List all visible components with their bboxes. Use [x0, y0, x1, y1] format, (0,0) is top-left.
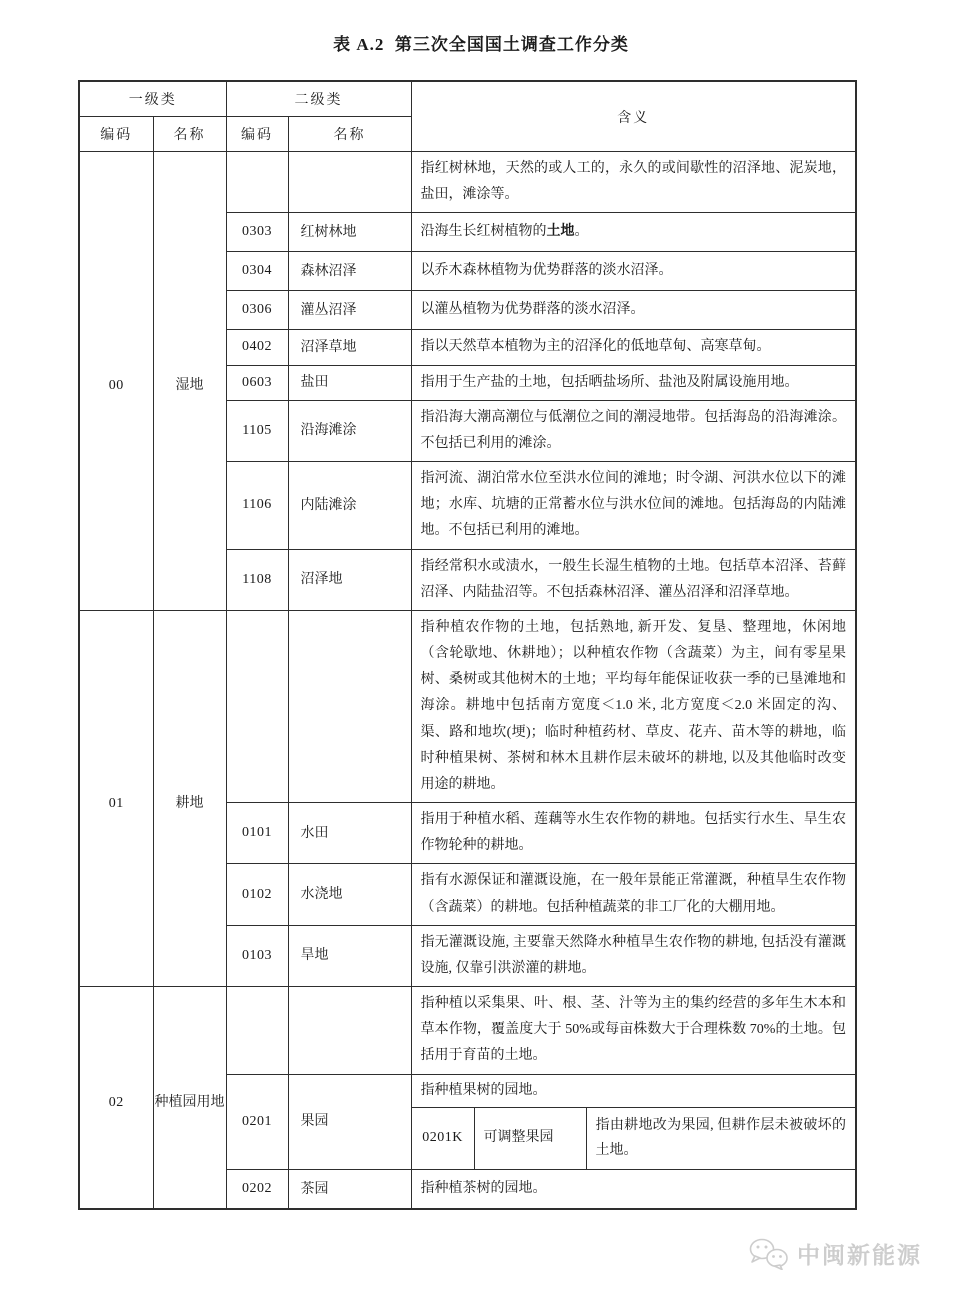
l2-name-cell: 沼泽草地: [288, 330, 411, 365]
l1-name-cell: 种植园用地: [153, 987, 226, 1210]
l2-name-cell: 果园: [288, 1074, 411, 1170]
meaning-cell: 指有水源保证和灌溉设施，在一般年景能正常灌溉，种植旱生农作物（含蔬菜）的耕地。包括种植蔬菜的非工厂化的大棚用地。: [411, 864, 856, 925]
header-l1-name: 名称: [153, 117, 226, 152]
l2-code-cell: 1105: [226, 400, 288, 461]
wechat-icon: [748, 1238, 790, 1270]
l2-name-cell: 水田: [288, 803, 411, 864]
definition-text: 指种植果树的园地。: [412, 1075, 856, 1108]
meaning-cell: 指沿海大潮高潮位与低潮位之间的潮浸地带。包括海岛的沿海滩涂。不包括已利用的滩涂。: [411, 400, 856, 461]
l2-name-cell: 茶园: [288, 1170, 411, 1210]
sub-definition-cell: 指由耕地改为果园, 但耕作层未被破坏的土地。: [595, 1117, 846, 1159]
meaning-cell: 指种植以采集果、叶、根、茎、汁等为主的集约经营的多年生木本和草本作物，覆盖度大于 50%或每亩株数大于合理株数 70%的土地。包括用于育苗的土地。: [411, 987, 856, 1075]
meaning-cell: 指用于种植水稻、莲藕等水生农作物的耕地。包括实行水生、旱生农作物轮种的耕地。: [411, 803, 856, 864]
meaning-cell: 指种植农作物的土地，包括熟地, 新开发、复垦、整理地，休闲地（含轮歇地、休耕地）；以种植农作物（含蔬菜）为主，间有零星果树、桑树或其他树木的土地；平均每年能保证收获一季的已垦滩地和海涂。耕地中包括南方宽度＜1.0 米, 北方宽度＜2.0 米固定的沟、渠、路和地坎(埂)；临时种植药材、草皮、花卉、苗木等的耕地，临时种植果树、茶树和林木且耕作层未破坏的耕地, 以及其他临时改变用途的耕地。: [411, 610, 856, 802]
l2-name-cell: 内陆滩涂: [288, 462, 411, 550]
l2-code-cell: 0102: [226, 864, 288, 925]
l2-code-cell: 0304: [226, 252, 288, 291]
meaning-cell: 指无灌溉设施, 主要靠天然降水种植旱生农作物的耕地, 包括没有灌溉设施, 仅靠引洪淤灌的耕地。: [411, 925, 856, 986]
l2-code-cell: 0306: [226, 291, 288, 330]
l2-code-cell: [226, 152, 288, 213]
l1-code-cell: 01: [79, 610, 153, 986]
l1-name-cell: 耕地: [153, 610, 226, 986]
l2-code-cell: 0103: [226, 925, 288, 986]
l1-name-cell: 湿地: [153, 152, 226, 611]
l2-name-cell: 水浇地: [288, 864, 411, 925]
l2-name-cell: 沼泽地: [288, 549, 411, 610]
meaning-cell: 指经常积水或渍水，一般生长湿生植物的土地。包括草本沼泽、苔藓沼泽、内陆盐沼等。不包括森林沼泽、灌丛沼泽和沼泽草地。: [411, 549, 856, 610]
sub-code-cell: 0201K: [412, 1108, 475, 1170]
meaning-cell: 指种植茶树的园地。: [411, 1170, 856, 1210]
l2-code-cell: 1106: [226, 462, 288, 550]
l2-code-cell: 0303: [226, 213, 288, 252]
header-meaning: 含义: [411, 81, 856, 152]
header-l2-name: 名称: [288, 117, 411, 152]
group-row: [79, 987, 856, 1075]
l2-name-cell: 红树林地: [288, 213, 411, 252]
l2-code-cell: 0202: [226, 1170, 288, 1210]
watermark-label: 中闽新能源: [797, 1242, 922, 1268]
meaning-cell: [411, 1074, 856, 1170]
meaning-cell: 指用于生产盐的土地，包括晒盐场所、盐池及附属设施用地。: [411, 365, 856, 400]
header-level2: 二级类: [226, 81, 411, 117]
l2-name-cell: 灌丛沼泽: [288, 291, 411, 330]
l2-code-cell: 0402: [226, 330, 288, 365]
l1-code-cell: 00: [79, 152, 153, 611]
l2-code-cell: [226, 987, 288, 1075]
meaning-cell: 以乔木森林植物为优势群落的淡水沼泽。: [411, 252, 856, 291]
sub-classification-row: [412, 1108, 856, 1170]
l2-name-cell: 旱地: [288, 925, 411, 986]
sub-name-cell: 可调整果园: [475, 1108, 587, 1170]
l2-name-cell: 盐田: [288, 365, 411, 400]
l2-name-cell: [288, 152, 411, 213]
l2-name-cell: [288, 987, 411, 1075]
header-l2-code: 编码: [226, 117, 288, 152]
definition-segment: 土地: [546, 224, 575, 240]
table-header: [79, 81, 856, 152]
group-row: [79, 610, 856, 802]
meaning-cell: 指以天然草本植物为主的沼泽化的低地草甸、高寒草甸。: [411, 330, 856, 365]
meaning-cell: 指河流、湖泊常水位至洪水位间的滩地；时令湖、河洪水位以下的滩地；水库、坑塘的正常蓄水位与洪水位间的滩地。包括海岛的内陆滩地。不包括已利用的滩地。: [411, 462, 856, 550]
definition-segment: 沿海生长红树植物的: [420, 224, 547, 240]
meaning-cell: 指红树林地，天然的或人工的，永久的或间歇性的沼泽地、泥炭地，盐田，滩涂等。: [411, 152, 856, 213]
l2-code-cell: 0603: [226, 365, 288, 400]
meaning-cell: [411, 213, 856, 252]
l2-name-cell: 森林沼泽: [288, 252, 411, 291]
header-row-groups: [79, 81, 856, 117]
classification-table: [78, 80, 857, 1210]
l2-name-cell: 沿海滩涂: [288, 400, 411, 461]
header-level1: 一级类: [79, 81, 226, 117]
l2-code-cell: 0201: [226, 1074, 288, 1170]
meaning-cell: 以灌丛植物为优势群落的淡水沼泽。: [411, 291, 856, 330]
l1-code-cell: 02: [79, 987, 153, 1210]
l2-code-cell: 1108: [226, 549, 288, 610]
header-l1-code: 编码: [79, 117, 153, 152]
l2-code-cell: 0101: [226, 803, 288, 864]
l2-name-cell: [288, 610, 411, 802]
definition-segment: 。: [574, 224, 589, 240]
watermark: [748, 1237, 922, 1270]
page-title: 表 A.2 第三次全国国土调查工作分类: [333, 35, 629, 54]
table-body: [79, 152, 856, 1210]
l2-code-cell: [226, 610, 288, 802]
group-row: [79, 152, 856, 213]
